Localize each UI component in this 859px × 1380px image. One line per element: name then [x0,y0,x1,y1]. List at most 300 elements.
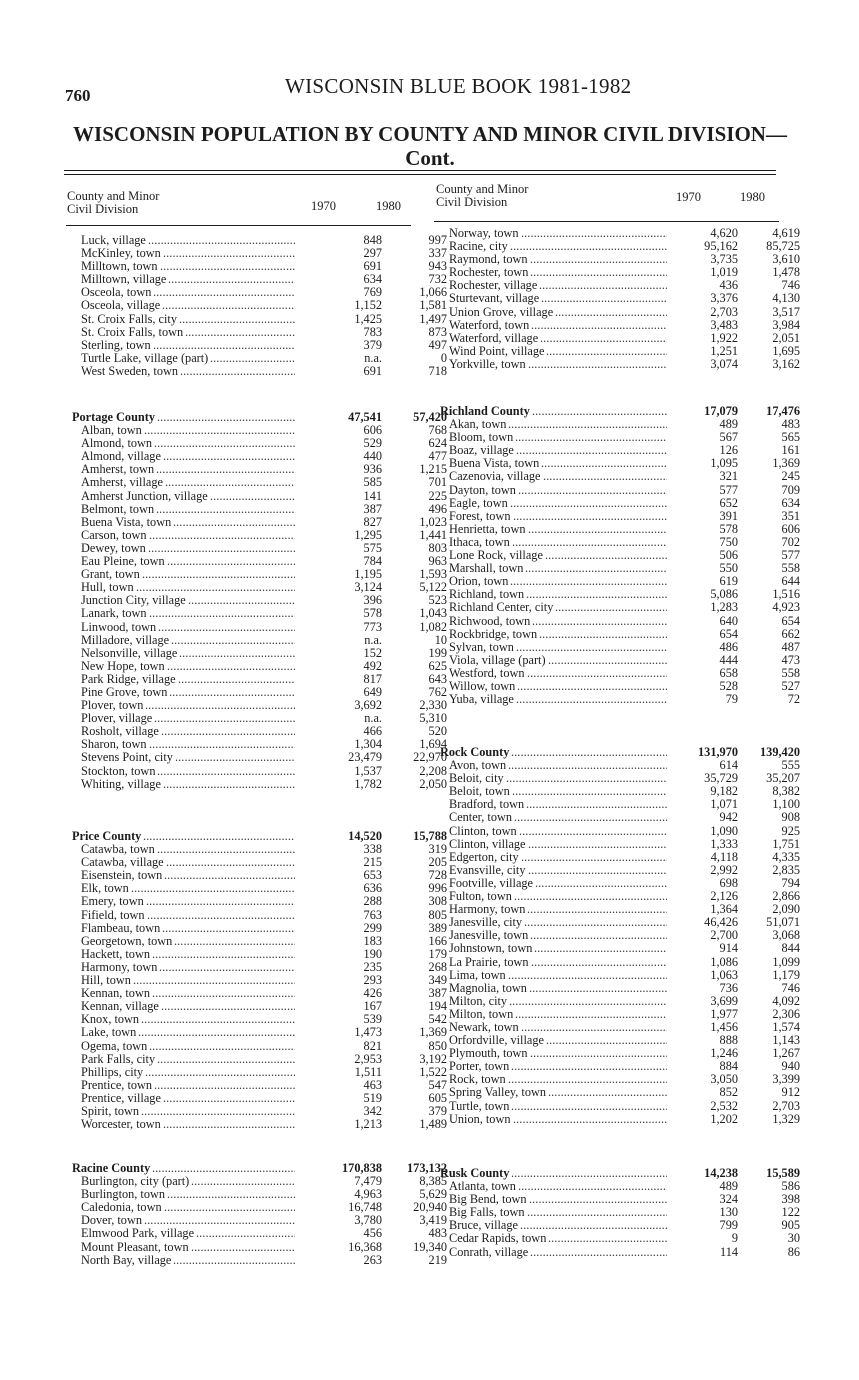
population-1970: 1,090 [710,823,738,838]
population-1980: 122 [781,1205,800,1220]
division-name: Rochester, town [449,265,529,280]
population-1980: 477 [428,449,447,464]
dot-leader [149,607,295,620]
table-row [67,1077,447,1092]
population-1970: 5,086 [710,587,738,602]
population-1980: 22,970 [413,750,447,765]
division-name: Orion, town [449,574,509,589]
county-section [67,1161,447,1267]
dot-leader [142,568,295,581]
population-1980: 179 [428,946,447,961]
division-name: Luck, village [81,233,146,247]
population-1970: 297 [363,246,382,261]
division-name: Harmony, town [449,902,526,917]
dot-leader [555,306,667,319]
table-row [67,946,447,961]
table-row [435,1086,800,1099]
division-name: New Hope, town [81,658,165,673]
population-1970: 391 [719,508,738,523]
division-name: Milton, town [449,1006,514,1021]
dot-leader [171,634,295,647]
dot-leader [180,365,295,378]
population-1970: 130 [719,1205,738,1220]
table-row [67,527,447,542]
division-name: Big Falls, town [449,1205,525,1220]
population-1970: 1,152 [354,298,382,313]
population-1980: 4,923 [772,600,800,615]
dot-leader [515,1008,667,1021]
population-1980: 2,090 [772,902,800,917]
population-1970: 79 [725,692,738,707]
division-name: Elk, town [81,881,129,896]
population-1980: 746 [781,980,800,995]
population-1970: 636 [363,881,382,896]
population-1980: 709 [781,482,800,497]
population-1970: 436 [719,278,738,293]
population-1970: 167 [363,999,382,1014]
population-1970: 784 [363,554,382,569]
division-name: Almond, village [81,449,161,464]
division-name: Almond, town [81,436,153,451]
dot-leader [527,903,667,916]
population-1970: 763 [363,907,382,922]
division-name: Union Grove, village [449,304,554,319]
population-1970: 126 [719,443,738,458]
population-1980: 702 [781,534,800,549]
population-1970: 1,295 [354,527,382,542]
population-1970: 170,838 [342,1161,382,1175]
division-name: Turtle Lake, village (part) [81,350,209,365]
population-1980: 3,984 [772,317,800,332]
population-1980: 1,695 [772,343,800,358]
division-name: Buena Vista, town [449,456,540,471]
table-row [435,942,800,955]
population-1980: 497 [428,337,447,352]
dot-leader [148,234,295,247]
table-row [67,488,447,503]
table-row [435,510,800,523]
dot-leader [528,523,667,536]
dot-leader [513,1113,667,1126]
population-1980: 2,306 [772,1006,800,1021]
population-1980: 542 [428,1012,447,1027]
table-row [435,825,800,838]
table-row [435,851,800,864]
population-1980: 3,068 [772,928,800,943]
population-1980: 1,441 [419,527,447,542]
population-1980: 643 [428,671,447,686]
population-1980: 2,050 [419,776,447,791]
population-1970: 736 [719,980,738,995]
population-1980: 605 [428,1090,447,1105]
table-row [67,658,447,673]
county-section [435,227,800,371]
population-1970: 23,479 [348,750,382,765]
dot-leader [179,647,295,660]
division-name: Phillips, city [81,1064,144,1079]
dot-leader [540,332,667,345]
population-1970: 288 [363,894,382,909]
table-row [67,1090,447,1105]
dot-leader [510,497,667,510]
table-row [67,475,447,490]
division-name: Stockton, town [81,763,156,778]
division-name: Burlington, city (part) [81,1174,190,1189]
division-name: Kennan, town [81,986,150,1001]
division-name: Bruce, village [449,1218,518,1233]
division-name: Beloit, city [449,771,504,786]
division-name: Spirit, town [81,1103,140,1118]
division-name: Richland Center, city [449,600,554,615]
table-row [67,632,447,647]
right-1980-header: 1980 [740,190,765,204]
dot-leader [546,1034,667,1047]
division-name: Lima, town [449,967,506,982]
population-1970: 1,071 [710,797,738,812]
county-section [435,405,800,706]
population-1970: 1,364 [710,902,738,917]
dot-leader [168,273,295,286]
dot-leader [154,1079,295,1092]
dot-leader [145,1066,295,1079]
table-row [435,864,800,877]
population-1980: 1,043 [419,606,447,621]
population-1980: 2,866 [772,889,800,904]
table-row [435,345,800,358]
dot-leader [191,1241,295,1254]
left-header-rule [66,225,411,226]
population-1970: 1,425 [354,311,382,326]
population-1980: 57,420 [413,410,447,424]
dot-leader [539,279,667,292]
dot-leader [166,856,295,869]
population-1980: 3,419 [419,1213,447,1228]
population-1980: 1,099 [772,954,800,969]
division-name: Elmwood Park, village [81,1226,195,1241]
population-1980: 10 [434,632,447,647]
dot-leader [143,830,295,843]
table-row [435,838,800,851]
division-name: Turtle, town [449,1098,510,1113]
population-1980: 558 [781,561,800,576]
population-1980: 644 [781,574,800,589]
population-1980: 732 [428,272,447,287]
table-row [67,1064,447,1079]
division-name: Janesville, town [449,928,529,943]
population-1970: 1,251 [710,343,738,358]
dot-leader [510,575,667,588]
dot-leader [157,411,295,424]
population-1970: 577 [719,482,738,497]
division-name: Atlanta, town [449,1179,516,1194]
population-1970: 492 [363,658,382,673]
dot-leader [535,877,667,890]
population-1980: 86 [787,1244,800,1259]
population-1970: 7,479 [354,1174,382,1189]
table-row [435,693,800,706]
dot-leader [508,759,667,772]
dot-leader [511,746,667,759]
division-name: Emery, town [81,894,144,909]
division-name: Worcester, town [81,1117,161,1132]
population-1970: 1,202 [710,1111,738,1126]
table-row [435,1100,800,1113]
dot-leader [509,995,667,1008]
dot-leader [162,922,295,935]
dot-leader [210,490,295,503]
table-row [67,1252,447,1267]
population-1970: 649 [363,684,382,699]
dot-leader [512,785,667,798]
population-1980: 523 [428,593,447,608]
population-1970: 539 [363,1012,382,1027]
population-1970: 1,922 [710,330,738,345]
division-name: Sharon, town [81,737,147,752]
dot-leader [145,699,295,712]
dot-leader [531,956,667,969]
population-1970: 691 [363,259,382,274]
division-name: Raymond, town [449,252,528,267]
population-1970: 16,368 [348,1239,382,1254]
division-name: Bradford, town [449,797,525,812]
page-number: 760 [65,86,91,105]
population-1980: 1,023 [419,514,447,529]
population-1980: 225 [428,488,447,503]
population-1980: 1,066 [419,285,447,300]
population-1970: 456 [363,1226,382,1241]
division-name: Nelsonville, village [81,645,178,660]
population-1970: 466 [363,724,382,739]
population-1980: 1,100 [772,797,800,812]
county-name: Rusk County [440,1166,510,1180]
title-line-2: Cont. [405,146,455,170]
dot-leader [514,811,667,824]
population-1980: 1,489 [419,1117,447,1132]
dot-leader [153,339,295,352]
population-1970: 550 [719,561,738,576]
population-1980: 1,082 [419,619,447,634]
population-1980: 337 [428,246,447,261]
division-name: Richland, town [449,587,525,602]
division-name: Clinton, village [449,836,526,851]
population-1980: 1,522 [419,1064,447,1079]
dot-leader [167,660,295,673]
dot-leader [169,686,295,699]
division-name: Porter, town [449,1059,510,1074]
population-1980: 139,420 [760,745,800,759]
population-1970: 519 [363,1090,382,1105]
division-name: Buena Vista, town [81,514,172,529]
dot-leader [515,431,667,444]
population-1970: 585 [363,475,382,490]
county-section [435,1167,800,1259]
dot-leader [144,424,295,437]
table-row [67,501,447,516]
division-name: Forest, town [449,508,511,523]
division-name: Milltown, village [81,272,167,287]
division-name: Orfordville, village [449,1033,544,1048]
population-1970: 321 [719,469,738,484]
right-header-rule [434,221,779,222]
dot-leader [524,916,667,929]
division-name: St. Croix Falls, city [81,311,177,326]
dot-leader [161,725,295,738]
dot-leader [525,562,667,575]
dot-leader [511,1100,667,1113]
table-row [435,811,800,824]
population-1970: 3,050 [710,1072,738,1087]
dot-leader [163,778,295,791]
division-name: Ithaca, town [449,534,510,549]
dot-leader [179,313,295,326]
table-row [435,982,800,995]
table-row [435,484,800,497]
population-1980: 205 [428,855,447,870]
table-row [435,601,800,614]
population-1980: 483 [781,417,800,432]
population-1980: 8,385 [419,1174,447,1189]
dot-leader [548,1086,667,1099]
division-name: Wind Point, village [449,343,545,358]
population-1980: 606 [781,521,800,536]
population-1970: 614 [719,758,738,773]
population-1970: 2,953 [354,1051,382,1066]
population-1980: 718 [428,363,447,378]
table-row [435,292,800,305]
population-1980: 3,610 [772,252,800,267]
population-1970: 46,426 [704,915,738,930]
population-1970: 1,473 [354,1025,382,1040]
population-1970: 463 [363,1077,382,1092]
division-name: Eau Pleine, town [81,554,165,569]
dot-leader [555,601,667,614]
population-1980: 349 [428,973,447,988]
division-name: Belmont, town [81,501,155,516]
population-1970: 654 [719,626,738,641]
population-1980: 4,130 [772,291,800,306]
dot-leader [518,1180,667,1193]
population-1970: 141 [363,488,382,503]
population-1980: 527 [781,678,800,693]
population-1980: 908 [781,810,800,825]
dot-leader [185,326,295,339]
population-1970: 293 [363,973,382,988]
division-name: Park Ridge, village [81,671,176,686]
population-1980: 3,399 [772,1072,800,1087]
left-division-header: County and Minor Civil Division [67,189,160,216]
population-1980: 762 [428,684,447,699]
population-1970: 342 [363,1103,382,1118]
population-1970: 750 [719,534,738,549]
population-1970: 14,520 [348,829,382,843]
population-1970: 773 [363,619,382,634]
division-name: Cazenovia, village [449,469,541,484]
division-name: Harmony, town [81,959,158,974]
population-1980: 308 [428,894,447,909]
population-1980: 15,589 [766,1166,800,1180]
population-1970: 529 [363,436,382,451]
table-row [435,1246,800,1259]
dot-leader [511,1060,667,1073]
table-row [435,1113,800,1126]
division-name: Lanark, town [81,606,147,621]
population-1980: 5,629 [419,1187,447,1202]
population-1980: 1,369 [772,456,800,471]
division-name: Plover, village [81,711,153,726]
population-1970: 3,376 [710,291,738,306]
dot-leader [160,260,295,273]
population-1970: 698 [719,875,738,890]
dot-leader [530,266,667,279]
table-row [435,319,800,332]
division-name: Linwood, town [81,619,157,634]
population-1980: 940 [781,1059,800,1074]
population-1970: 1,537 [354,763,382,778]
population-1980: 925 [781,823,800,838]
population-1970: 817 [363,671,382,686]
population-1970: 827 [363,514,382,529]
dot-leader [534,942,667,955]
dot-leader [141,1013,295,1026]
population-1970: 35,729 [704,771,738,786]
division-name: Pine Grove, town [81,684,168,699]
population-1970: 691 [363,363,382,378]
population-1970: 263 [363,1252,382,1267]
population-1980: 51,071 [766,915,800,930]
population-1970: 152 [363,645,382,660]
population-1970: 379 [363,337,382,352]
left-1970-header: 1970 [311,199,336,213]
dot-leader [164,1201,295,1214]
population-1980: 483 [428,1226,447,1241]
population-1970: 799 [719,1218,738,1233]
dot-leader [528,358,667,371]
division-name: Hull, town [81,580,134,595]
division-name: Fulton, town [449,889,512,904]
population-1970: 1,213 [354,1117,382,1132]
population-1970: 506 [719,548,738,563]
division-name: Center, town [449,810,513,825]
table-row [435,497,800,510]
population-1970: 338 [363,842,382,857]
population-1970: 3,483 [710,317,738,332]
dot-leader [148,542,295,555]
county-section [67,233,447,378]
population-1970: 2,126 [710,889,738,904]
table-row [67,1117,447,1132]
population-1980: 805 [428,907,447,922]
population-1980: 2,703 [772,1098,800,1113]
population-1980: 996 [428,881,447,896]
division-name: Lone Rock, village [449,548,543,563]
population-1980: 245 [781,469,800,484]
division-name: Amherst Junction, village [81,488,208,503]
population-1980: 3,192 [419,1051,447,1066]
population-1980: 2,051 [772,330,800,345]
division-name: Evansville, city [449,862,526,877]
population-1970: 3,780 [354,1213,382,1228]
population-1970: 652 [719,495,738,510]
division-name: Boaz, village [449,443,514,458]
dot-leader [530,253,667,266]
division-name: Yorkville, town [449,356,526,371]
table-row [67,350,447,365]
division-name: Viola, village (part) [449,652,546,667]
population-1980: 2,330 [419,698,447,713]
population-1980: 166 [428,933,447,948]
county-name: Racine County [72,1161,151,1175]
table-row [67,324,447,339]
